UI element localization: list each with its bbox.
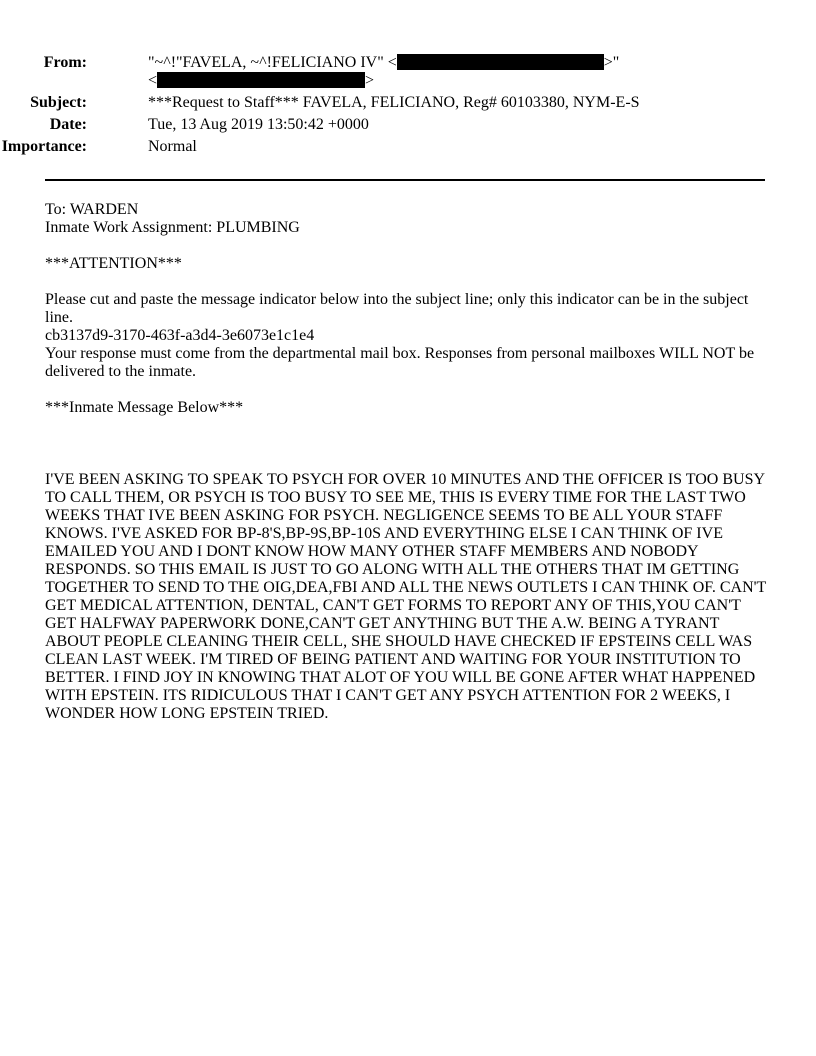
redacted-block	[397, 54, 604, 70]
message-indicator: cb3137d9-3170-463f-a3d4-3e6073e1c1e4	[45, 327, 315, 344]
date-value: Tue, 13 Aug 2019 13:50:42 +0000	[148, 116, 369, 133]
message-line: GET MEDICAL ATTENTION, DENTAL, CAN'T GET FORMS TO REPORT ANY OF THIS,YOU CAN'T	[45, 597, 741, 614]
from-mid: >"	[603, 54, 620, 71]
response-note-2: delivered to the inmate.	[45, 363, 197, 380]
message-line: TOGETHER TO SEND TO THE OIG,DEA,FBI AND ALL THE NEWS OUTLETS I CAN THINK OF. CAN'T	[45, 579, 767, 596]
work-assignment: Inmate Work Assignment: PLUMBING	[45, 219, 300, 236]
message-line: I'VE BEEN ASKING TO SPEAK TO PSYCH FOR OVER 10 MINUTES AND THE OFFICER IS TOO BUSY	[45, 471, 766, 488]
message-line: RESPONDS. SO THIS EMAIL IS JUST TO GO ALONG WITH ALL THE OTHERS THAT IM GETTING	[45, 561, 740, 578]
message-line: WEEKS THAT IVE BEEN ASKING FOR PSYCH. NEGLIGENCE SEEMS TO BE ALL YOUR STAFF	[45, 507, 723, 524]
message-line: CLEAN LAST WEEK. I'M TIRED OF BEING PATIENT AND WAITING FOR YOUR INSTITUTION TO	[45, 651, 741, 668]
from-open: <	[148, 72, 158, 89]
from-name: "~^!"FAVELA, ~^!FELICIANO IV" <	[148, 54, 397, 71]
instruction-line-2: line.	[45, 309, 73, 326]
subject-value: ***Request to Staff*** FAVELA, FELICIANO, Reg# 60103380, NYM-E-S	[148, 94, 640, 111]
message-line: KNOWS. I'VE ASKED FOR BP-8'S,BP-9S,BP-10S AND EVERYTHING ELSE I CAN THINK OF IVE	[45, 525, 723, 542]
date-label: Date:	[49, 116, 87, 133]
attention-heading: ***ATTENTION***	[45, 255, 182, 272]
importance-label: Importance:	[1, 138, 87, 155]
redacted-block	[157, 72, 365, 88]
instruction-line-1: Please cut and paste the message indicator below into the subject line; only this indicator can be in the subject	[45, 291, 749, 308]
inmate-message-heading: ***Inmate Message Below***	[45, 399, 244, 416]
divider	[45, 179, 765, 181]
to-line: To: WARDEN	[45, 201, 139, 218]
response-note-1: Your response must come from the departmental mail box. Responses from personal mailboxes WILL NOT be	[45, 345, 755, 362]
message-line: BETTER. I FIND JOY IN KNOWING THAT ALOT OF YOU WILL BE GONE AFTER WHAT HAPPENED	[45, 669, 756, 686]
subject-label: Subject:	[30, 94, 87, 111]
from-close: >	[365, 72, 375, 89]
message-line: WITH EPSTEIN. ITS RIDICULOUS THAT I CAN'T GET ANY PSYCH ATTENTION FOR 2 WEEKS, I	[45, 687, 731, 704]
message-line: EMAILED YOU AND I DONT KNOW HOW MANY OTHER STAFF MEMBERS AND NOBODY	[45, 543, 699, 560]
importance-value: Normal	[148, 138, 197, 155]
message-line: GET HALFWAY PAPERWORK DONE,CAN'T GET ANYTHING BUT THE A.W. BEING A TYRANT	[45, 615, 720, 632]
from-label: From:	[43, 54, 87, 71]
message-line: TO CALL THEM, OR PSYCH IS TOO BUSY TO SEE ME, THIS IS EVERY TIME FOR THE LAST TWO	[45, 489, 746, 506]
inmate-message-body	[45, 471, 766, 723]
message-line: WONDER HOW LONG EPSTEIN TRIED.	[45, 705, 329, 722]
message-line: ABOUT PEOPLE CLEANING THEIR CELL, SHE SHOULD HAVE CHECKED IF EPSTEINS CELL WAS	[45, 633, 753, 650]
